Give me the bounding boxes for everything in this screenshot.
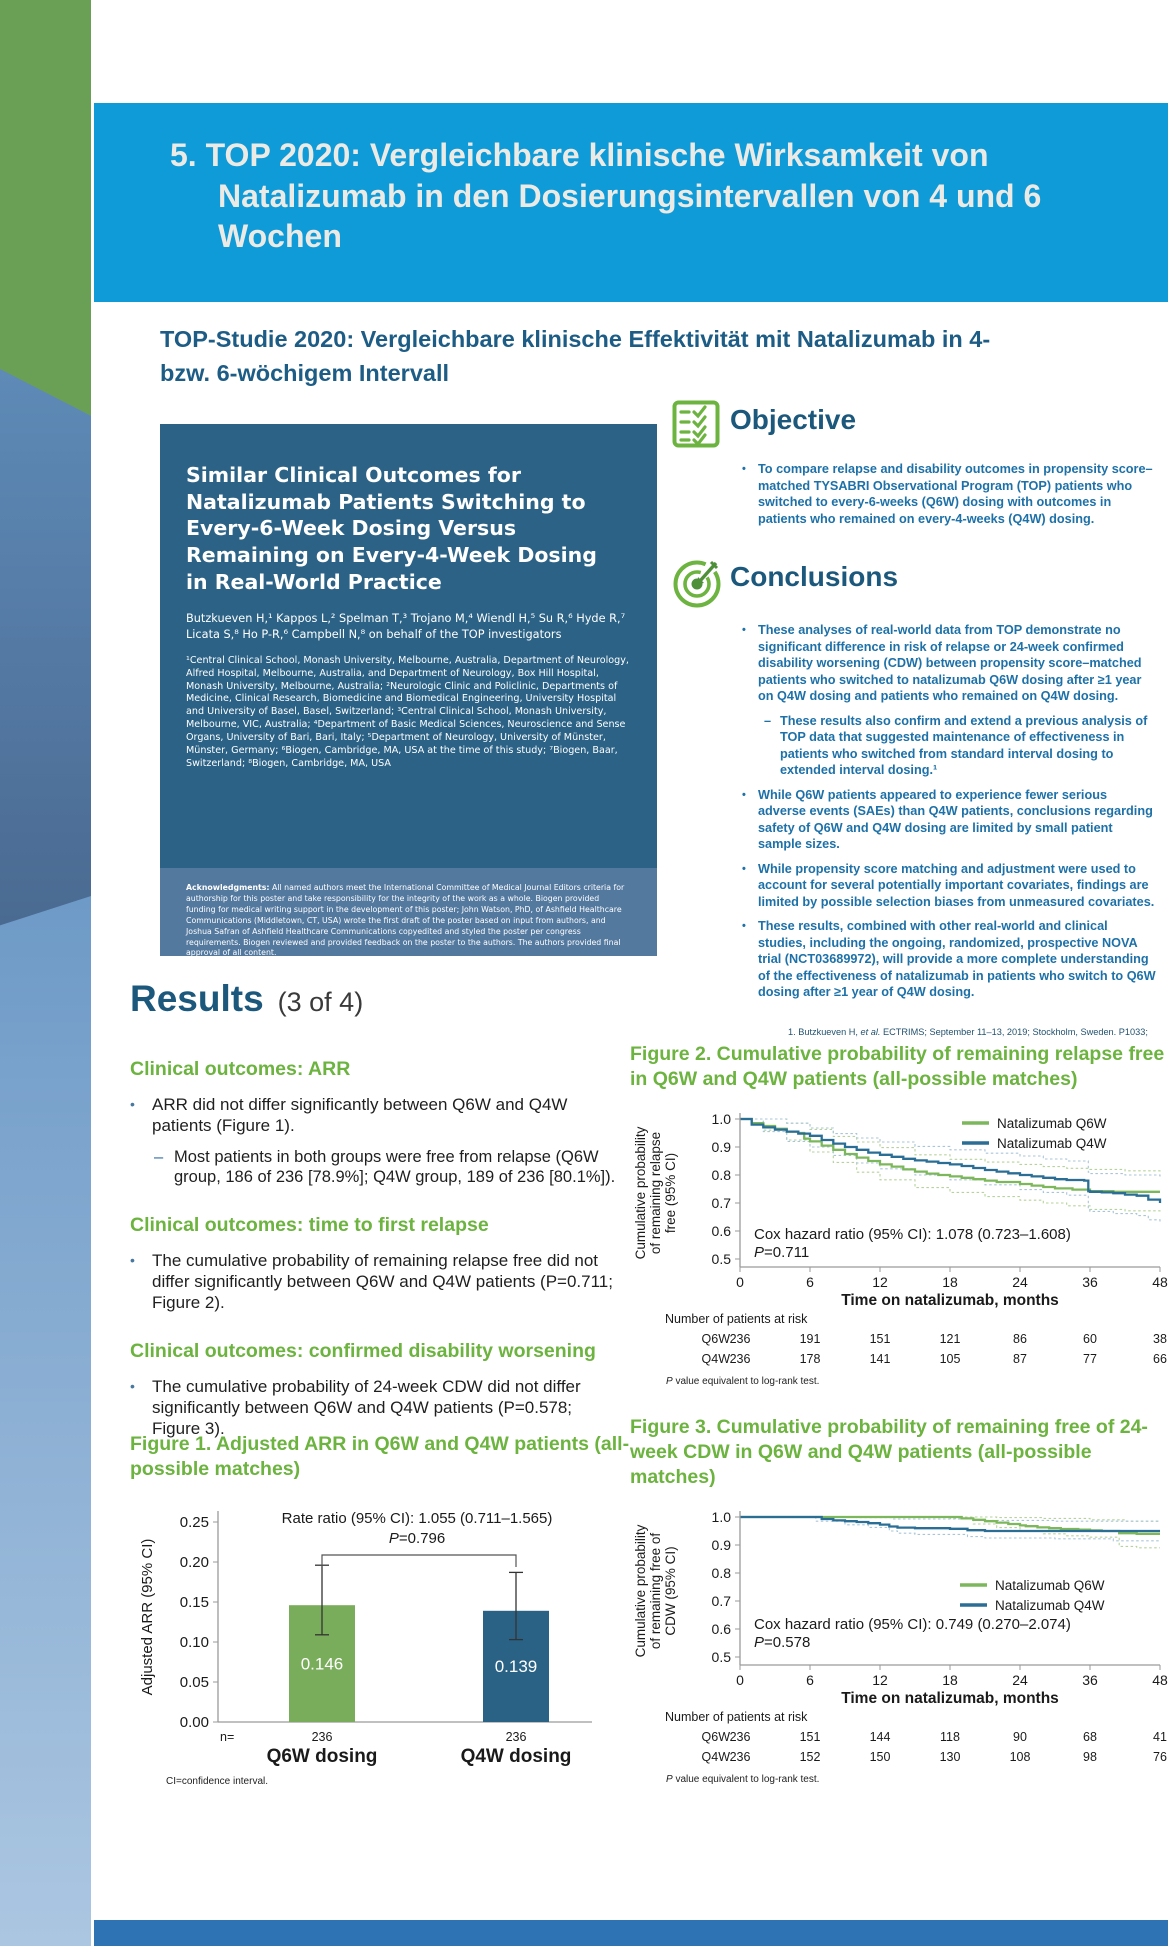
svg-text:0.5: 0.5 <box>711 1648 731 1665</box>
bottom-accent-bar <box>94 1920 1168 1946</box>
svg-text:38: 38 <box>1153 1331 1167 1346</box>
figure2-footnote: P value equivalent to log-rank test. <box>666 1375 820 1387</box>
svg-text:0.10: 0.10 <box>179 1633 209 1651</box>
svg-text:Natalizumab Q6W: Natalizumab Q6W <box>995 1577 1105 1593</box>
bullet-dot-icon: • <box>130 1251 135 1268</box>
svg-text:36: 36 <box>1082 1671 1098 1688</box>
acknowledgments-label: Acknowledgments: <box>186 883 270 892</box>
svg-text:130: 130 <box>939 1749 961 1764</box>
figure1-footnote: CI=confidence interval. <box>166 1775 269 1787</box>
arr-sub-bullet: – Most patients in both groups were free from relapse (Q6W group, 186 of 236 [78.9%]; Q4W group, 189 of 236 [80.1%]). <box>154 1147 616 1187</box>
objective-bullet: • To compare relapse and disability outcomes in propensity score–matched TYSABRI Observational Program (TOP) patients who switched to every-6-weeks (Q6W) dosing with outcomes in patients who remained on every-4-weeks (Q4W) dosing. <box>742 462 1153 526</box>
figure3-km-chart <box>630 1499 1168 1772</box>
conclusions-section-header <box>672 557 1158 614</box>
left-accent-band <box>0 0 91 1946</box>
svg-text:141: 141 <box>869 1351 891 1366</box>
bullet-dot-icon: • <box>742 920 746 932</box>
svg-text:0: 0 <box>736 1671 744 1688</box>
svg-text:108: 108 <box>1009 1749 1031 1764</box>
svg-text:Q6W: Q6W <box>701 1331 730 1346</box>
poster-affiliations: ¹Central Clinical School, Monash University, Melbourne, Australia, Department of Neurology, Alfred Hospital, Melbourne, Australia, and Department of Neurology, Box Hill Hospital, Monash University, Melbourne, Australia; ²Neurologic Clinic and Policlinic, Departments of Medicine, Clinical Research, Biomedicine and Biomedical Engineering, University Hospital and University of Basel, Basel, Switzerland; ³Central Clinical School, Monash University, Melbourne, VIC, Australia; ⁴Department of Basic Medical Sciences, Neuroscience and Sense Organs, University of Bari, Bari, Italy; ⁵Department of Neurology, University of Münster, Münster, Germany; ⁶Biogen, Cambridge, MA, USA at the time of this study; ⁷Biogen, Baar, Switzerland; ⁸Biogen, Cambridge, MA, USA <box>186 654 629 769</box>
arr-section-heading: Clinical outcomes: ARR <box>130 1058 351 1080</box>
svg-text:18: 18 <box>942 1671 958 1688</box>
svg-text:Q4W dosing: Q4W dosing <box>460 1745 572 1767</box>
svg-text:236: 236 <box>729 1749 751 1764</box>
figure3-title: Figure 3. Cumulative probability of remaining free of 24-week CDW in Q6W and Q4W patients (all-possible matches) <box>630 1415 1148 1489</box>
svg-text:86: 86 <box>1013 1331 1027 1346</box>
bullet-dot-icon: • <box>130 1377 135 1394</box>
svg-text:12: 12 <box>872 1273 888 1290</box>
svg-text:90: 90 <box>1013 1729 1027 1744</box>
results-heading-row <box>130 978 622 1020</box>
svg-text:18: 18 <box>942 1273 958 1290</box>
svg-text:Cox hazard ratio (95% CI): 0.7: Cox hazard ratio (95% CI): 0.749 (0.270–2.074) <box>754 1615 1071 1633</box>
svg-text:Q4W: Q4W <box>701 1351 730 1366</box>
band-light-segment <box>0 896 91 1946</box>
poster-thumbnail <box>160 424 657 956</box>
conclusions-bullet-2: • While Q6W patients appeared to experience fewer serious adverse events (SAEs) than Q4W patients, conclusions regarding safety of Q6W and Q4W dosing are limited by small patient sample sizes. <box>742 787 1153 851</box>
svg-text:24: 24 <box>1012 1671 1028 1688</box>
svg-text:36: 36 <box>1082 1273 1098 1290</box>
svg-text:Q6W: Q6W <box>701 1729 730 1744</box>
results-heading: Results <box>130 978 264 1019</box>
svg-text:41: 41 <box>1153 1729 1167 1744</box>
svg-text:0.25: 0.25 <box>179 1513 209 1531</box>
svg-text:0.7: 0.7 <box>711 1592 731 1609</box>
svg-text:n=: n= <box>220 1729 235 1744</box>
svg-text:P=0.578: P=0.578 <box>754 1633 811 1651</box>
checklist-icon <box>672 400 730 453</box>
svg-text:68: 68 <box>1083 1729 1097 1744</box>
svg-text:236: 236 <box>505 1729 527 1744</box>
figure1-title: Figure 1. Adjusted ARR in Q6W and Q4W patients (all-possible matches) <box>130 1433 630 1481</box>
svg-text:236: 236 <box>311 1729 333 1744</box>
svg-text:Time on natalizumab, months: Time on natalizumab, months <box>841 1689 1059 1707</box>
svg-text:144: 144 <box>869 1729 891 1744</box>
svg-text:Number of patients at risk: Number of patients at risk <box>665 1311 808 1326</box>
figure2-title: Figure 2. Cumulative probability of remaining relapse free in Q6W and Q4W patients (all-possible matches) <box>630 1043 1165 1091</box>
figure1-bar-chart <box>130 1497 630 1774</box>
dash-icon: – <box>764 713 772 728</box>
svg-text:151: 151 <box>799 1729 821 1744</box>
svg-text:0.6: 0.6 <box>711 1620 731 1637</box>
svg-text:6: 6 <box>806 1273 814 1290</box>
bullet-dot-icon: • <box>742 788 746 801</box>
figure3-footnote: P value equivalent to log-rank test. <box>666 1773 820 1785</box>
svg-text:87: 87 <box>1013 1351 1027 1366</box>
bullet-dot-icon: • <box>742 624 746 636</box>
results-column <box>130 978 622 1439</box>
svg-text:0: 0 <box>736 1273 744 1290</box>
svg-text:1.0: 1.0 <box>711 1508 731 1525</box>
conclusions-bullet-4: • These results, combined with other real-world and clinical studies, including the ongoing, randomized, prospective NOVA trial (NCT03689972), will provide a more complete understanding of the effectiveness of natalizumab in patients who switch to Q6W dosing after ≥1 year of Q4W dosing. <box>742 919 1156 999</box>
svg-text:118: 118 <box>940 1729 960 1744</box>
svg-text:236: 236 <box>729 1729 751 1744</box>
svg-text:Natalizumab Q4W: Natalizumab Q4W <box>995 1597 1105 1613</box>
slide-header <box>94 103 1168 302</box>
svg-text:150: 150 <box>869 1749 891 1764</box>
svg-text:152: 152 <box>799 1749 821 1764</box>
svg-text:178: 178 <box>799 1351 821 1366</box>
slide-title: 5. TOP 2020: Vergleichbare klinische Wirksamkeit von Natalizumab in den Dosierungsintervallen von 4 und 6 Wochen <box>170 137 1042 255</box>
poster-authors: Butzkueven H,¹ Kappos L,² Spelman T,³ Trojano M,⁴ Wiendl H,⁵ Su R,⁶ Hyde R,⁷ Licata S,⁸ Ho P-R,⁶ Campbell N,⁸ on behalf of the TOP investigators <box>186 612 626 642</box>
svg-text:0.05: 0.05 <box>179 1673 209 1691</box>
conclusions-bullet-3: • While propensity score matching and adjustment were used to account for several potentially important covariates, findings are limited by possible selection biases from unmeasured covariates. <box>742 861 1155 909</box>
svg-text:12: 12 <box>872 1671 888 1688</box>
svg-text:191: 191 <box>799 1331 821 1346</box>
svg-text:0.20: 0.20 <box>179 1553 209 1571</box>
svg-text:77: 77 <box>1083 1351 1097 1366</box>
svg-text:Natalizumab Q4W: Natalizumab Q4W <box>997 1135 1107 1151</box>
cdw-section-heading: Clinical outcomes: confirmed disability worsening <box>130 1339 596 1362</box>
conclusions-sub-bullet: – These results also confirm and extend a previous analysis of TOP data that suggested maintenance of effectiveness in patients who switched from standard interval dosing to extended interval dosing.¹ <box>764 713 1148 777</box>
figures-column <box>630 1042 1168 1785</box>
svg-text:121: 121 <box>939 1331 961 1346</box>
svg-text:Q6W dosing: Q6W dosing <box>266 1745 378 1767</box>
svg-text:0.15: 0.15 <box>179 1593 209 1611</box>
svg-text:48: 48 <box>1152 1671 1168 1688</box>
svg-text:0.9: 0.9 <box>711 1138 731 1155</box>
svg-text:66: 66 <box>1153 1351 1167 1366</box>
svg-text:0.7: 0.7 <box>711 1194 731 1211</box>
svg-text:0.139: 0.139 <box>494 1656 538 1676</box>
reference-citation: 1. Butzkueven H, et al. ECTRIMS; September 11–13, 2019; Stockholm, Sweden. P1033; <box>788 1026 1148 1037</box>
svg-text:0.8: 0.8 <box>711 1564 731 1581</box>
svg-text:0.146: 0.146 <box>300 1654 344 1674</box>
svg-text:Cox hazard ratio (95% CI): 1.0: Cox hazard ratio (95% CI): 1.078 (0.723–1.608) <box>754 1225 1071 1243</box>
poster-title: Similar Clinical Outcomes for Natalizumab Patients Switching to Every-6-Week Dosing Versus Remaining on Every-4-Week Dosing in Real-World Practice <box>186 463 597 594</box>
slide-subtitle: TOP-Studie 2020: Vergleichbare klinische Effektivität mit Natalizumab in 4- bzw. 6-wöchigem Intervall <box>160 326 991 387</box>
svg-text:48: 48 <box>1152 1273 1168 1290</box>
relapse-bullet: • The cumulative probability of remaining relapse free did not differ significantly between Q6W and Q4W patients (P=0.711; Figure 2). <box>130 1250 613 1313</box>
svg-text:60: 60 <box>1083 1331 1097 1346</box>
svg-text:Number of patients at risk: Number of patients at risk <box>665 1709 808 1724</box>
spacer <box>630 1387 1168 1415</box>
arr-bullet: • ARR did not differ significantly between Q6W and Q4W patients (Figure 1). <box>130 1095 568 1136</box>
svg-text:Cumulative probabilityof remai: Cumulative probabilityof remaining free ofCDW (95% CI) <box>633 1524 678 1658</box>
conclusions-heading: Conclusions <box>730 561 899 592</box>
svg-text:Rate ratio (95% CI): 1.055 (0.: Rate ratio (95% CI): 1.055 (0.711–1.565) <box>281 1509 553 1527</box>
objective-conclusions-column <box>672 400 1158 1037</box>
svg-text:0.00: 0.00 <box>179 1713 209 1731</box>
band-green-segment <box>0 0 91 416</box>
svg-text:Q4W: Q4W <box>701 1749 730 1764</box>
bullet-dot-icon: • <box>742 463 746 475</box>
figure1-block <box>130 1432 630 1787</box>
conclusions-bullet-1: • These analyses of real-world data from TOP demonstrate no significant difference in risk of relapse or 24-week confirmed disability worsening (CDW) between propensity score–matched patients who switched to natalizumab Q6W dosing after ≥1 year on Q4W dosing and patients who remained on Q4W dosing. <box>742 623 1142 703</box>
svg-text:Time on natalizumab, months: Time on natalizumab, months <box>841 1291 1059 1309</box>
svg-text:6: 6 <box>806 1671 814 1688</box>
dash-icon: – <box>154 1147 164 1166</box>
svg-text:0.8: 0.8 <box>711 1166 731 1183</box>
poster-acknowledgments <box>160 868 657 956</box>
svg-text:0.9: 0.9 <box>711 1536 731 1553</box>
svg-text:151: 151 <box>869 1331 891 1346</box>
svg-text:Natalizumab Q6W: Natalizumab Q6W <box>997 1115 1107 1131</box>
svg-text:1.0: 1.0 <box>711 1110 731 1127</box>
svg-text:98: 98 <box>1083 1749 1097 1764</box>
svg-text:Cumulative probabilityof remai: Cumulative probabilityof remaining relapsefree (95% CI) <box>633 1126 678 1260</box>
svg-text:Adjusted ARR (95% CI): Adjusted ARR (95% CI) <box>139 1538 156 1696</box>
svg-text:0.6: 0.6 <box>711 1222 731 1239</box>
svg-text:24: 24 <box>1012 1273 1028 1290</box>
target-icon <box>672 557 730 614</box>
svg-text:P=0.711: P=0.711 <box>754 1243 810 1261</box>
svg-text:0.5: 0.5 <box>711 1250 731 1267</box>
relapse-section-heading: Clinical outcomes: time to first relapse <box>130 1213 489 1236</box>
acknowledgments-text: All named authors meet the International Committee of Medical Journal Editors criteria for authorship for this poster and take responsibility for the integrity of the work as a whole. Biogen provided funding for medical writing support in the development of this poster; John Watson, PhD, of Ashfield Healthcare Communications (Middletown, CT, USA) wrote the first draft of the poster based on input from authors, and Joshua Safran of Ashfield Healthcare Communications copyedited and styled the poster per congress requirements. Biogen reviewed and provided feedback on the poster to the authors. The authors provided final approval of all content. <box>186 883 625 958</box>
bullet-dot-icon: • <box>130 1096 135 1112</box>
svg-text:P=0.796: P=0.796 <box>388 1529 446 1547</box>
svg-text:236: 236 <box>729 1351 751 1366</box>
objective-section-header <box>672 400 1158 453</box>
results-counter: (3 of 4) <box>277 987 364 1017</box>
svg-text:236: 236 <box>729 1331 751 1346</box>
bullet-dot-icon: • <box>742 862 746 875</box>
svg-text:105: 105 <box>939 1351 961 1366</box>
objective-heading: Objective <box>730 404 857 435</box>
cdw-bullet: • The cumulative probability of 24-week CDW did not differ significantly between Q6W and Q4W patients (P=0.578; Figure 3). <box>130 1376 581 1438</box>
svg-text:76: 76 <box>1153 1749 1167 1764</box>
figure2-km-chart <box>630 1101 1168 1374</box>
band-steel-segment <box>0 369 91 926</box>
